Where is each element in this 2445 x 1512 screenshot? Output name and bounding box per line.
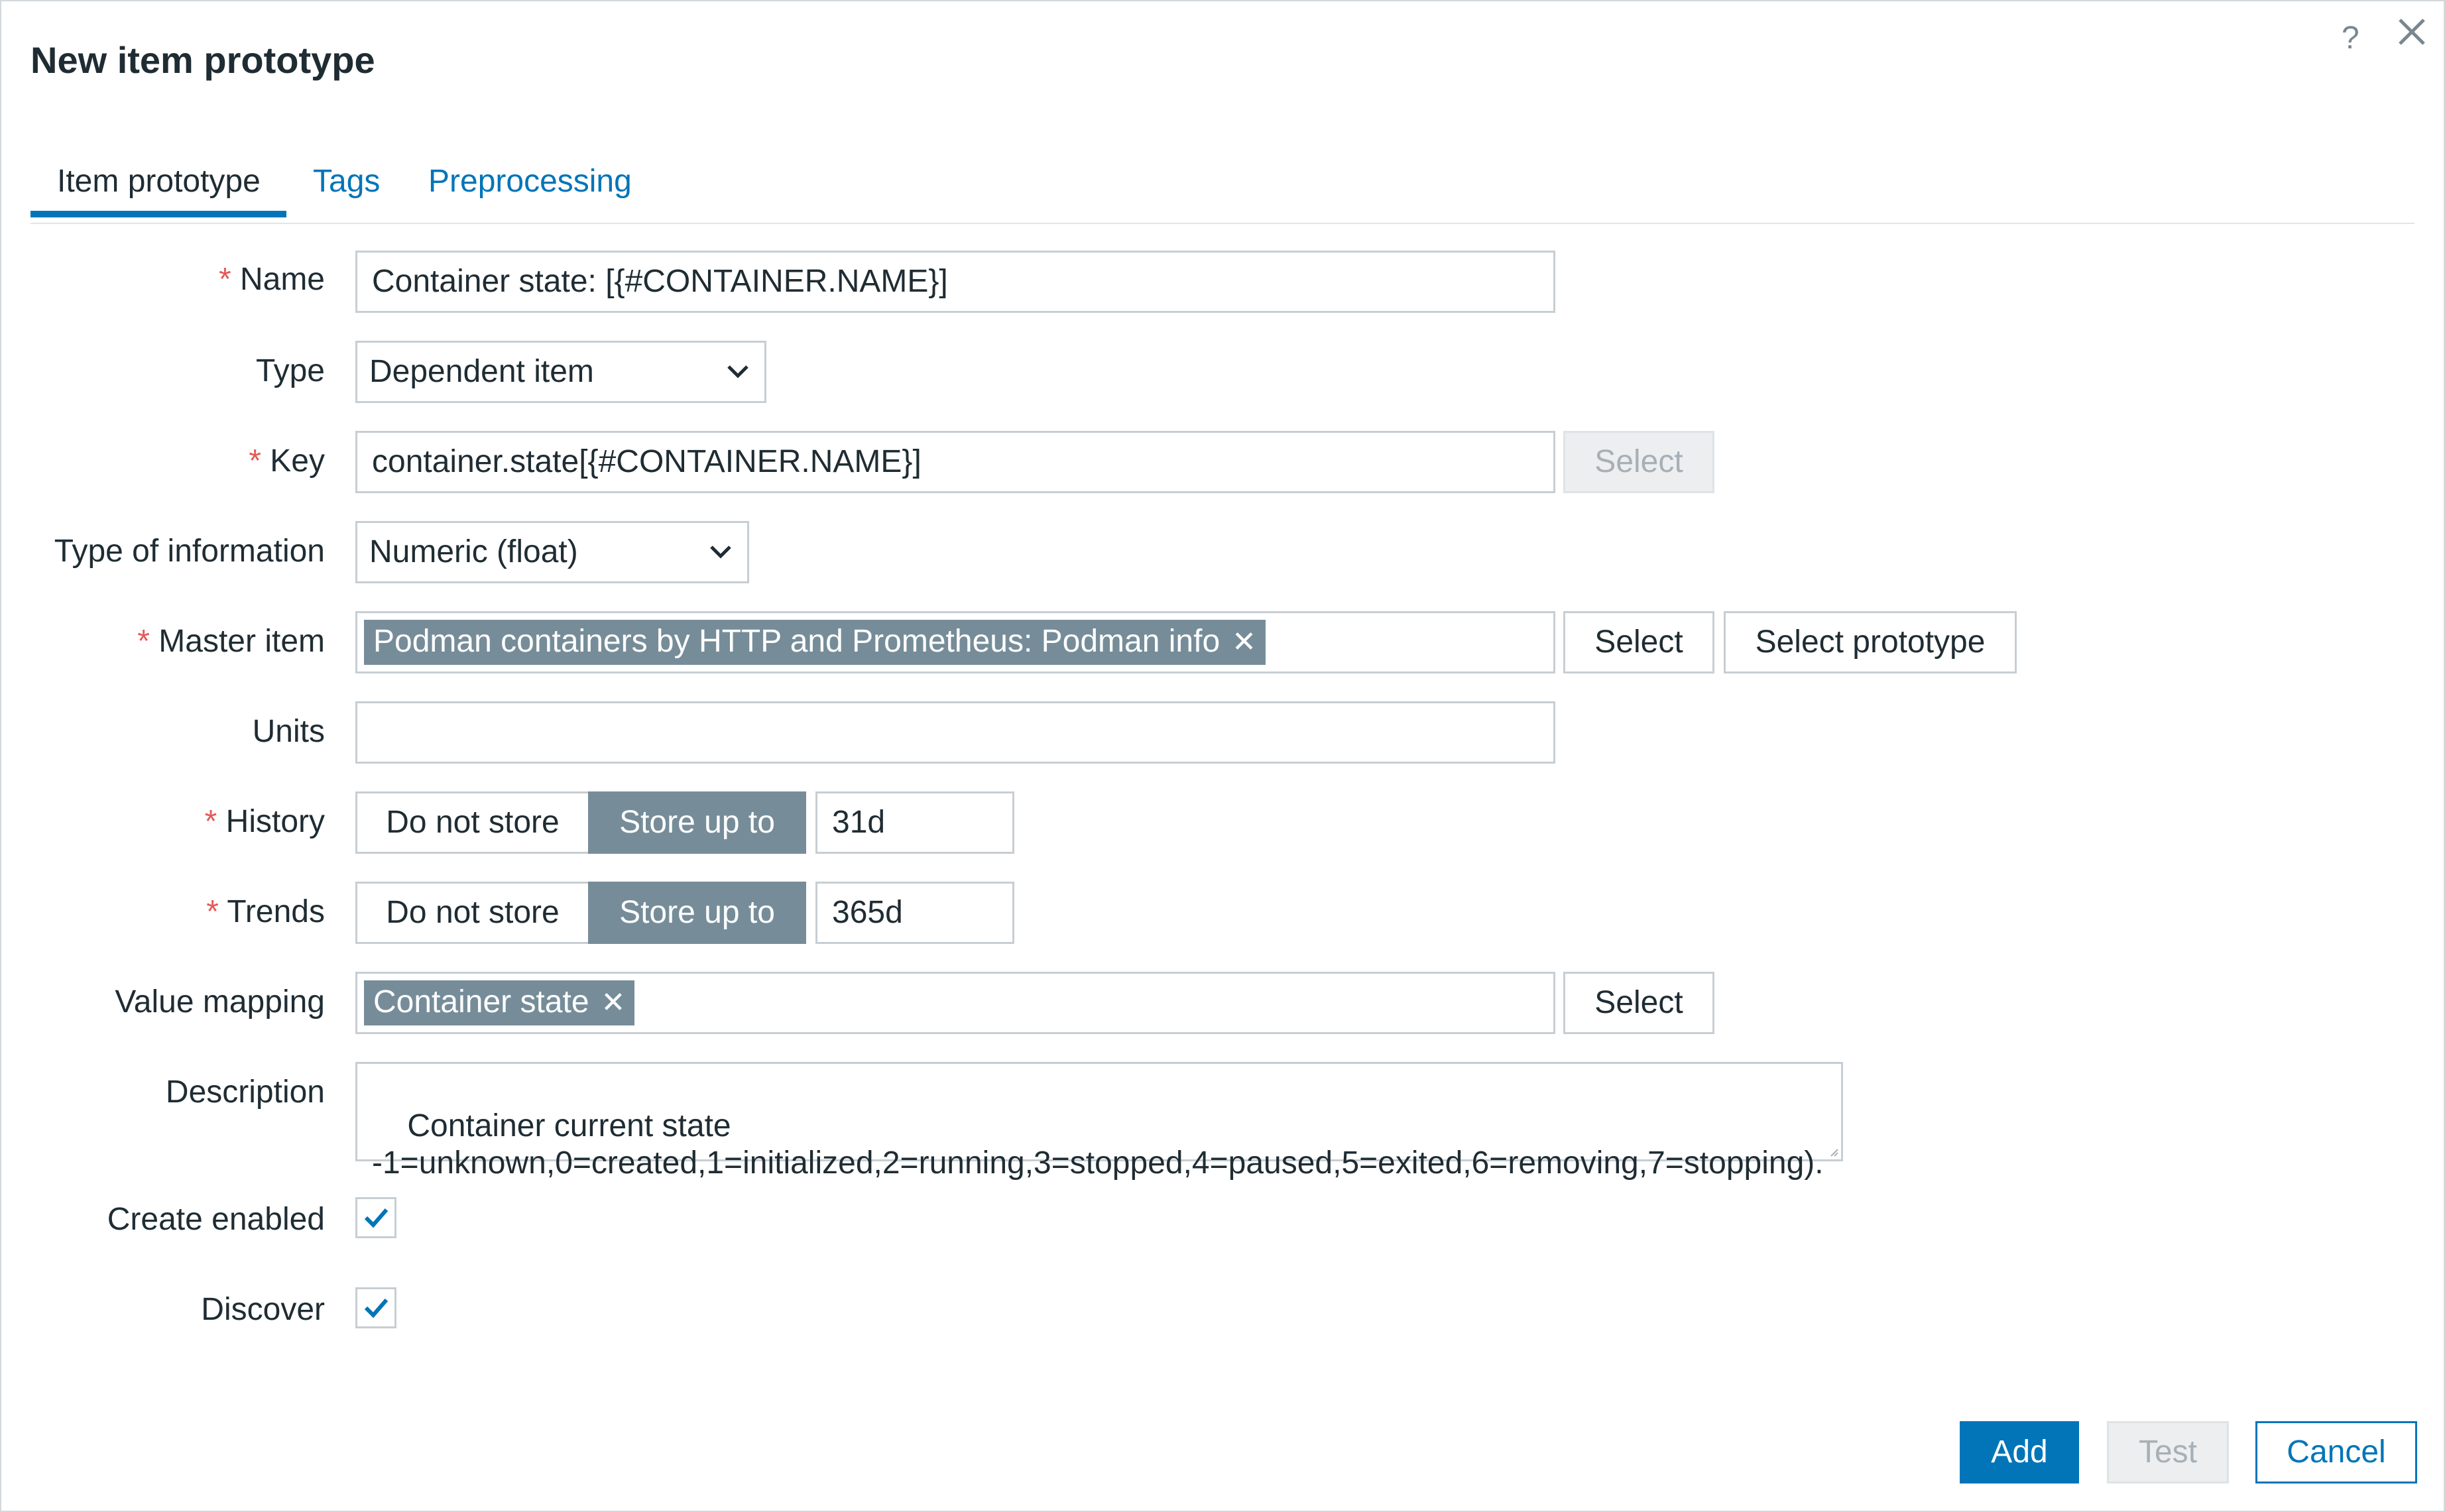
history-period-input[interactable]: 31d <box>815 791 1014 854</box>
history-do-not-store[interactable]: Do not store <box>355 791 590 854</box>
master-item-chip-label: Podman containers by HTTP and Prometheus: Podman info <box>373 624 1221 659</box>
trends-toggle <box>355 882 806 944</box>
required-asterisk: * <box>137 624 159 659</box>
type-of-information-value: Numeric (float) <box>369 534 578 569</box>
required-asterisk: * <box>204 804 226 839</box>
master-item-select-button[interactable]: Select <box>1563 611 1714 673</box>
description-label: Description <box>165 1075 325 1110</box>
trends-period-input[interactable]: 365d <box>815 882 1014 944</box>
description-textarea[interactable] <box>355 1062 1843 1181</box>
discover-label: Discover <box>201 1292 325 1327</box>
remove-chip-icon[interactable]: ✕ <box>601 986 626 1019</box>
create-enabled-label: Create enabled <box>107 1202 325 1237</box>
tab-preprocessing[interactable]: Preprocessing <box>428 164 632 199</box>
dialog-title: New item prototype <box>30 39 375 81</box>
select-prototype-button[interactable]: Select prototype <box>1724 611 2017 673</box>
master-item-chip <box>364 620 1266 665</box>
name-label: * Name <box>218 262 325 297</box>
key-label: * Key <box>249 443 325 479</box>
type-select-value: Dependent item <box>369 354 594 389</box>
resize-handle-icon[interactable] <box>1828 1146 1838 1157</box>
required-asterisk: * <box>218 262 240 297</box>
trends-store-up-to[interactable]: Store up to <box>588 882 806 944</box>
type-of-information-label: Type of information <box>54 534 325 569</box>
tab-item-prototype[interactable]: Item prototype <box>30 151 286 217</box>
test-button[interactable]: Test <box>2107 1421 2229 1483</box>
trends-do-not-store[interactable]: Do not store <box>355 882 590 944</box>
cancel-button[interactable]: Cancel <box>2255 1421 2417 1483</box>
required-asterisk: * <box>206 894 227 929</box>
add-button[interactable]: Add <box>1960 1421 2079 1483</box>
name-input[interactable]: Container state: [{#CONTAINER.NAME}] <box>355 251 1555 313</box>
type-of-information-select[interactable] <box>355 521 749 583</box>
required-asterisk: * <box>249 443 270 479</box>
tab-tags[interactable]: Tags <box>313 164 381 199</box>
history-label: * History <box>204 804 325 839</box>
remove-chip-icon[interactable]: ✕ <box>1232 626 1257 658</box>
key-select-button[interactable]: Select <box>1563 431 1714 493</box>
tab-bar <box>30 151 2415 224</box>
close-icon[interactable] <box>2395 15 2429 49</box>
value-mapping-label: Value mapping <box>115 984 325 1019</box>
discover-checkbox[interactable] <box>355 1287 396 1328</box>
key-input[interactable]: container.state[{#CONTAINER.NAME}] <box>355 431 1555 493</box>
type-select[interactable] <box>355 341 766 403</box>
description-text: Container current state -1=unknown,0=created,1=initialized,2=running,3=stopped,4=paused,5=exited,6=removing,7=stopping). <box>372 1108 1824 1181</box>
chevron-down-icon <box>726 363 750 381</box>
chevron-down-icon <box>709 543 733 561</box>
checkmark-icon <box>363 1295 389 1321</box>
master-item-label: * Master item <box>137 624 325 659</box>
value-mapping-chip <box>364 980 634 1025</box>
trends-label: * Trends <box>206 894 325 929</box>
units-input[interactable] <box>355 701 1555 764</box>
value-mapping-chip-label: Container state <box>373 984 589 1019</box>
units-label: Units <box>252 714 325 749</box>
type-label: Type <box>255 353 325 388</box>
history-toggle <box>355 791 806 854</box>
help-icon[interactable]: ? <box>2342 21 2359 56</box>
create-enabled-checkbox[interactable] <box>355 1197 396 1238</box>
value-mapping-select-button[interactable]: Select <box>1563 972 1714 1034</box>
master-item-field[interactable] <box>355 611 1555 673</box>
checkmark-icon <box>363 1204 389 1231</box>
value-mapping-field[interactable] <box>355 972 1555 1034</box>
history-store-up-to[interactable]: Store up to <box>588 791 806 854</box>
